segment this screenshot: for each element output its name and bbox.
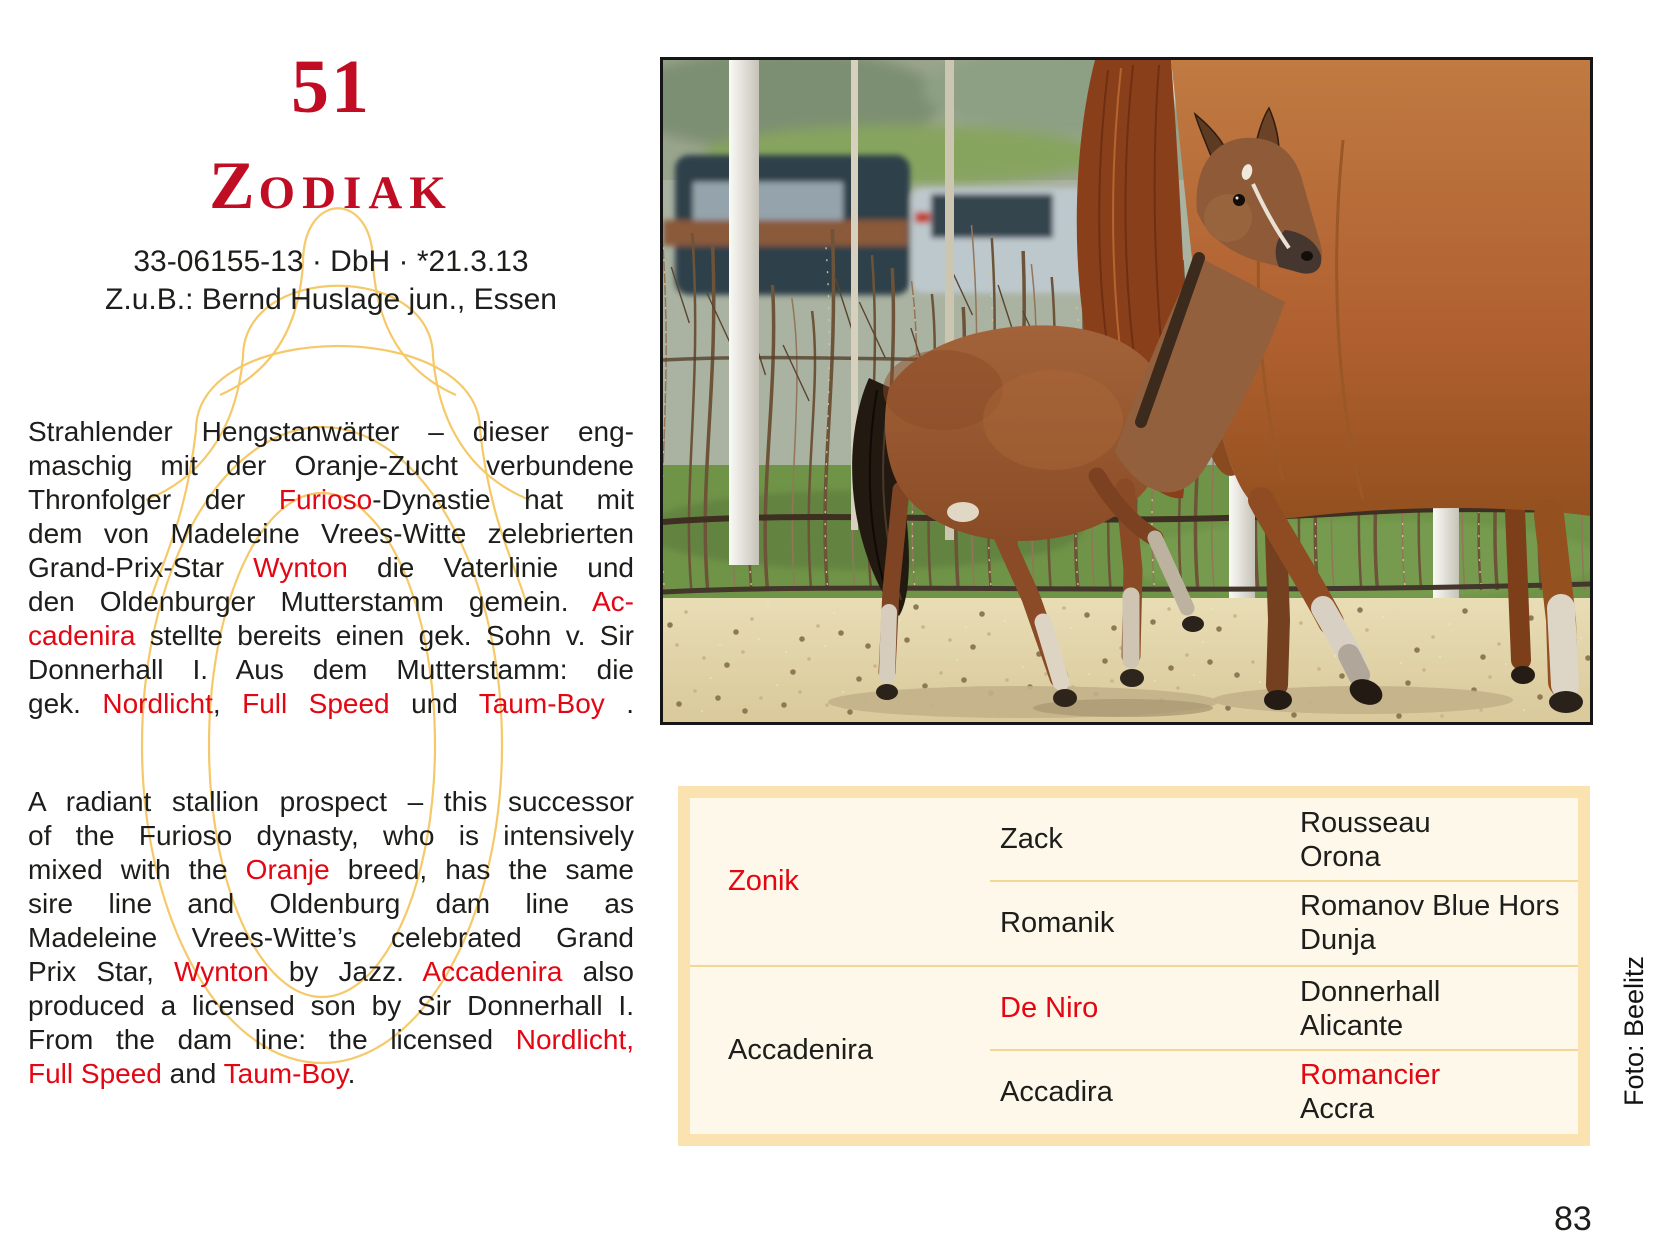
horse-photo (660, 57, 1593, 725)
pedigree-table-body (690, 798, 1578, 1134)
pedigree-row (690, 798, 1578, 965)
horse-name-initial: Z (209, 147, 259, 223)
text-line: Prix Star, Wynton by Jazz. Accadenira also (28, 956, 634, 987)
registration-line: 33-06155-13 · DbH · *21.3.13 (133, 245, 529, 278)
pedigree-great-grandparent: Alicante (1300, 1009, 1404, 1042)
text-line: den Oldenburger Mutterstamm gemein. Ac- (28, 586, 634, 617)
text-line: of the Furioso dynasty, who is intensively (28, 820, 634, 851)
photo-credit: Foto: Beelitz (1618, 955, 1649, 1107)
pedigree-row (690, 965, 1578, 1134)
pedigree-divider (990, 1049, 1578, 1051)
text-line: Thronfolger der Furioso-Dynastie hat mit (28, 484, 634, 515)
breeder-line: Z.u.B.: Bernd Huslage jun., Essen (105, 283, 557, 316)
text-line: produced a licensed son by Sir Donnerhall I. (28, 990, 634, 1021)
pedigree-parent: Accadenira (728, 1034, 874, 1066)
text-line: From the dam line: the licensed Nordlicht, (28, 1024, 634, 1055)
text-line: Donnerhall I. Aus dem Mutterstamm: die (28, 654, 634, 685)
text-line: mixed with the Oranje breed, has the same (28, 854, 634, 885)
text-line: gek. Nordlicht, Full Speed und Taum-Boy . (28, 688, 635, 719)
pedigree-great-grandparents (1240, 798, 1578, 881)
pedigree-grandparent: Zack (1000, 823, 1063, 855)
pedigree-great-grandparent: Accra (1300, 1093, 1375, 1125)
text-line: cadenira stellte bereits einen gek. Sohn v. Sir (28, 620, 634, 651)
foal-eye (1233, 194, 1245, 206)
text-line: sire line and Oldenburg dam line as (28, 888, 634, 919)
pedigree-great-grandparent: Romanov Blue Hors (1300, 890, 1560, 922)
pedigree-table (678, 786, 1590, 1146)
pedigree-great-grandparent: Donnerhall (1300, 975, 1441, 1008)
horse-photo-illustration (663, 60, 1590, 722)
text-line: Grand-Prix-Star Wynton die Vaterlinie und (28, 552, 634, 583)
pedigree-great-grandparent: Rousseau (1300, 806, 1431, 839)
pedigree-divider (990, 880, 1578, 882)
text-line: Full Speed and Taum-Boy. (28, 1058, 356, 1089)
text-line: dem von Madeleine Vrees-Witte zelebrierten (28, 518, 634, 549)
horse-name-rest: ODIAK (258, 167, 453, 219)
pedigree-parent: Zonik (728, 865, 799, 897)
pedigree-great-grandparents (1240, 967, 1578, 1050)
pedigree-great-grandparent: Dunja (1300, 924, 1376, 956)
pedigree-grandparent: Accadira (1000, 1075, 1113, 1108)
pedigree-great-grandparents (1240, 1050, 1578, 1134)
text-line: maschig mit der Oranje-Zucht verbundene (28, 450, 634, 481)
pedigree-great-grandparent: Orona (1300, 840, 1381, 873)
text-line: Madeleine Vrees-Witte’s celebrated Grand (28, 922, 634, 953)
catalog-number: 51 (291, 45, 371, 129)
text-line: Strahlender Hengstanwärter – dieser eng- (28, 416, 634, 447)
page-number: 83 (1554, 1200, 1592, 1238)
white-pole-left (729, 60, 759, 565)
pedigree-great-grandparents (1240, 881, 1578, 965)
english-description (28, 785, 634, 1091)
pedigree-grandparent: De Niro (1000, 992, 1099, 1024)
horse-name (28, 146, 634, 225)
text-line: A radiant stallion prospect – this successor (28, 786, 634, 817)
pedigree-great-grandparent: Romancier (1300, 1059, 1441, 1091)
german-description (28, 415, 634, 721)
pedigree-grandparent: Romanik (1000, 906, 1115, 939)
